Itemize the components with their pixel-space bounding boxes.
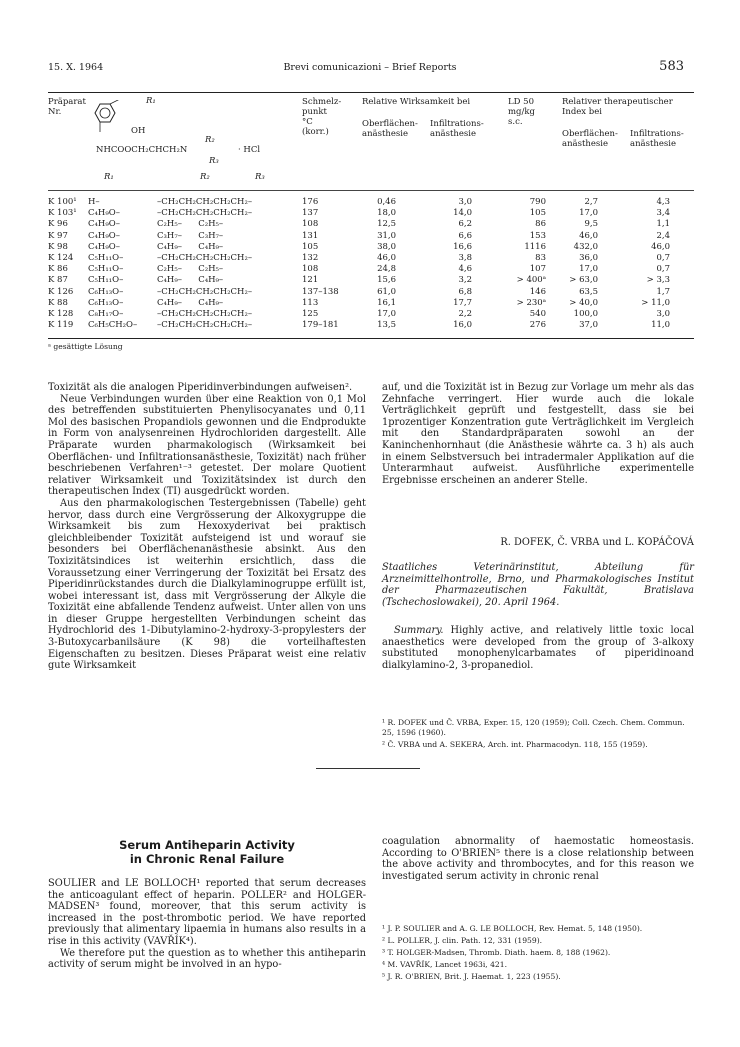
table-top-rule	[48, 92, 694, 93]
article1-authors: R. DOFEK, Č. VRBA und L. KOPÁČOVÁ	[500, 537, 694, 548]
cell-melting-point: 179–181	[302, 320, 339, 331]
reference: ¹ J. P. SOULIER and A. G. LE BOLLOCH, Rev. Hemat. 5, 148 (1950).	[382, 924, 643, 933]
article2-right-column	[382, 836, 694, 882]
table-row	[0, 208, 740, 219]
cell-praeparat: K 124	[48, 253, 74, 263]
struct-r1: R₁	[146, 96, 156, 106]
col-label-r3: R₃	[255, 172, 265, 182]
cell-surface-activity: 15,6	[377, 275, 396, 286]
cell-infiltration-activity: 6,2	[458, 219, 472, 230]
header-melting-point: Schmelz- punkt °C (korr.)	[302, 97, 342, 137]
cell-praeparat: K 119	[48, 320, 74, 331]
cell-praeparat: K 88	[48, 297, 68, 308]
cell-ti-infiltration: > 11,0	[641, 297, 670, 308]
cell-r2-r3: C₂H₅– C₂H₅–	[157, 219, 224, 230]
article1-references	[382, 718, 694, 752]
struct-r3: R₃	[209, 156, 219, 166]
cell-ti-infiltration: 3,4	[656, 208, 670, 219]
cell-r2-r3: C₄H₉– C₄H₉–	[157, 275, 224, 286]
title-line: Serum Antiheparin Activity	[119, 838, 295, 852]
cell-ti-surface: > 63,0	[569, 275, 598, 286]
cell-r1: H–	[88, 197, 100, 207]
reference: ⁴ M. VAVŘÍK, Lancet 1963i, 421.	[382, 960, 507, 969]
table-row	[0, 219, 740, 230]
reference: ² Č. VRBA und A. SEKERA, Arch. int. Pharmacodyn. 118, 155 (1959).	[382, 740, 648, 749]
cell-r1: C₆H₁₃O–	[88, 297, 124, 308]
cell-praeparat: K 86	[48, 264, 68, 275]
cell-infiltration-activity: 2,2	[458, 309, 472, 319]
cell-ti-surface: > 40,0	[569, 297, 598, 308]
table-row	[0, 264, 740, 275]
table-row	[0, 287, 740, 298]
cell-ld50: 146	[529, 286, 546, 297]
table-row	[0, 275, 740, 286]
cell-praeparat: K 96	[48, 219, 68, 230]
cell-r1: C₄H₉O–	[88, 219, 120, 230]
cell-ti-infiltration: 3,0	[656, 309, 670, 319]
cell-melting-point: 105	[302, 241, 319, 252]
header-surface-anaesthesia: Oberflächen- anästhesie	[362, 119, 418, 139]
cell-melting-point: 121	[302, 275, 319, 286]
cell-r2-r3: –CH₂CH₂CH₂CH₂CH₂–	[157, 309, 253, 319]
cell-ld50: 153	[529, 230, 546, 241]
col-label-r1: R₁	[104, 172, 114, 182]
article-separator	[316, 768, 420, 769]
cell-r2-r3: C₄H₉– C₄H₉–	[157, 297, 224, 308]
cell-surface-activity: 17,0	[377, 309, 396, 319]
paragraph: auf, und die Toxizität ist in Bezug zur Vorlage um mehr als das Zehnfache verringert. Hier wurde auch die lokale Verträglichkeit geprüft und festgestellt, dass sie bei 1prozentiger Konzentration gute Verträglichkeit im Vergleich mit den Standardpräparaten sowohl an der Kaninchenhornhaut (die Anästhesie währte ca. 3 h) als auch in einem Selbstversuch bei intradermaler Applikation auf die Unterarmhaut aufweist. Ausführliche experimentelle Ergebnisse erscheinen an anderer Stelle.	[382, 382, 694, 486]
cell-melting-point: 125	[302, 309, 319, 319]
cell-r1: C₅H₁₁O–	[88, 275, 124, 286]
article1-affiliation: Staatliches Veterinärinstitut, Abteilung für Arzneimittelhontrolle, Brno, und Pharmakologisches Institut der Pharmazeutischen Fakultät, Bratislava (Tschechoslowakei), 20. April 1964.	[382, 562, 694, 608]
cell-ti-surface: 2,7	[584, 197, 598, 207]
cell-r1: C₅H₁₁O–	[88, 253, 124, 263]
cell-melting-point: 113	[302, 297, 319, 308]
cell-ti-infiltration: > 3,3	[646, 275, 670, 286]
cell-r2-r3: C₂H₅– C₂H₅–	[157, 264, 224, 275]
cell-r2-r3: –CH₂CH₂CH₂CH₂CH₂–	[157, 286, 253, 297]
struct-hcl: · HCl	[238, 145, 261, 155]
cell-surface-activity: 0,46	[377, 197, 396, 207]
paragraph: SOULIER and LE BOLLOCH¹ reported that serum decreases the anticoagulant effect of heparin. POLLER² and HOLGER-MADSEN³ found, moreover, that this serum activity is increased in the post-thrombotic period. We have reported previously that alimentary lipaemia in humans also results in a rise in this activity (VAVŘÍK⁴).	[48, 878, 366, 947]
paragraph: Aus den pharmakologischen Testergebnissen (Tabelle) geht hervor, dass durch eine Vergrösserung der Alkoxygruppe die Wirksamkeit bis zum Hexoxyderivat bei praktisch gleichbleibender Toxizität aufsteigend ist und worauf sie besonders bei Oberflächenanästhesie absinkt. Aus den Toxizitätsindices ist weiterhin ersichtlich, dass die Voraussetzung einer Verringerung der Toxizität bei Ersatz des Piperidinrückstandes durch die Dialkylaminogruppe erfüllt ist, wobei interessant ist, dass mit Vergrösserung der Alkyle die Toxizität eine abfallende Tendenz aufweist. Unter allen von uns in dieser Gruppe hergestellten Verbindungen scheint das Hydrochlorid des 1-Dibutylamino-2-hydroxy-3-propylesters der 3-Butoxycarbanilsäure (K 98) die vorteilhaftesten Eigenschaften zu besitzen. Dieses Präparat weist eine relativ gute Wirksamkeit	[48, 497, 366, 672]
cell-surface-activity: 38,0	[377, 241, 396, 252]
cell-r1: C₅H₁₁O–	[88, 264, 124, 275]
paragraph: Neue Verbindungen wurden über eine Reaktion von 0,1 Mol des betreffenden substituierten Phenylisocyanates und 0,11 Mol des basischen Propandiols gewonnen und die Endprodukte in Form von analysenreinen Hydrochloriden dargestellt. Alle Präparate wurden pharmakologisch (Wirksamkeit bei Oberflächen- und Infiltrationsanästhesie, Toxizität) nach früher beschriebenen Verfahren¹⁻³ getestet. Der molare Quotient relativer Wirksamkeit und Toxizitätsindex ist durch den therapeutischen Index (TI) ausgedrückt worden.	[48, 393, 366, 498]
article1-left-column	[48, 382, 366, 672]
cell-r2-r3: C₄H₉– C₄H₉–	[157, 241, 224, 252]
article2-title	[48, 838, 366, 866]
cell-ld50: 540	[529, 309, 546, 319]
table-bottom-rule	[48, 338, 694, 339]
struct-r2: R₂	[205, 135, 215, 145]
paragraph: We therefore put the question as to whether this antiheparin activity of serum might be involved in an hypo-	[48, 947, 366, 971]
cell-ti-infiltration: 2,4	[656, 230, 670, 241]
cell-r1: C₆H₁₃O–	[88, 286, 124, 297]
summary-label: Summary.	[394, 625, 444, 636]
cell-surface-activity: 12,5	[377, 219, 396, 230]
cell-surface-activity: 24,8	[377, 264, 396, 275]
header-infiltration-anaesthesia: Infiltrations- anästhesie	[430, 119, 484, 139]
cell-praeparat: K 128	[48, 309, 74, 319]
cell-ld50: > 230ᵃ	[516, 297, 546, 308]
cell-ti-surface: 46,0	[579, 230, 598, 241]
table-row	[0, 242, 740, 253]
cell-infiltration-activity: 14,0	[453, 208, 472, 219]
cell-r2-r3: –CH₂CH₂CH₂CH₂CH₂–	[157, 197, 253, 207]
header-date: 15. X. 1964	[48, 62, 104, 73]
cell-praeparat: K 97	[48, 230, 68, 241]
article1-right-column	[382, 382, 694, 486]
cell-ti-infiltration: 4,3	[656, 197, 670, 207]
cell-ti-infiltration: 46,0	[651, 241, 670, 252]
cell-r2-r3: –CH₂CH₂CH₂CH₂CH₂–	[157, 253, 253, 263]
table-row	[0, 309, 740, 320]
cell-ld50: > 400ᵃ	[516, 275, 546, 286]
cell-infiltration-activity: 6,8	[458, 286, 472, 297]
paragraph: Toxizität als die analogen Piperidinverbindungen aufweisen².	[48, 382, 353, 393]
cell-ti-surface: 36,0	[579, 253, 598, 263]
cell-r2-r3: –CH₂CH₂CH₂CH₂CH₂–	[157, 208, 253, 219]
reference: ² L. POLLER, J. clin. Path. 12, 331 (1959).	[382, 936, 543, 945]
title-line: in Chronic Renal Failure	[129, 852, 285, 866]
cell-melting-point: 108	[302, 219, 319, 230]
struct-chain: NHCOOCH₂CHCH₂N	[96, 145, 188, 155]
cell-r1: C₄H₉O–	[88, 208, 120, 219]
cell-surface-activity: 13,5	[377, 320, 396, 331]
header-praeparat: Präparat	[48, 97, 86, 107]
table-row	[0, 197, 740, 208]
cell-melting-point: 137	[302, 208, 319, 219]
summary-text: Highly active, and relatively little toxic local anaesthetics were developed from the group of 3-alkoxy substituted monophenylcarbamates of piperidinoand dialkylamino-2, 3-propanediol.	[382, 625, 694, 671]
cell-praeparat: K 126	[48, 286, 74, 297]
table-footnote: ᵃ gesättigte Lösung	[48, 342, 123, 351]
cell-ld50: 276	[529, 320, 546, 331]
header-ld50: LD 50 mg/kg s.c.	[508, 97, 535, 127]
cell-ti-surface: 17,0	[579, 208, 598, 219]
cell-r1: C₄H₉O–	[88, 230, 120, 241]
article2-references	[382, 924, 694, 984]
table-header-rule	[48, 190, 694, 191]
header-therapeutic-index: Relativer therapeutischer Index bei	[562, 97, 673, 117]
reference: ³ T. HOLGER-Madsen, Thromb. Diath. haem. 8, 188 (1962).	[382, 948, 611, 957]
cell-melting-point: 108	[302, 264, 319, 275]
cell-praeparat: K 87	[48, 275, 68, 286]
cell-ti-surface: 100,0	[573, 309, 598, 319]
cell-infiltration-activity: 3,8	[458, 253, 472, 263]
cell-ti-infiltration: 1,1	[656, 219, 670, 230]
cell-surface-activity: 46,0	[377, 253, 396, 263]
cell-ld50: 83	[535, 253, 546, 263]
article1-summary	[382, 625, 694, 671]
reference: ¹ R. DOFEK und Č. VRBA, Exper. 15, 120 (1959); Coll. Czech. Chem. Commun. 25, 1596 (1960).	[382, 718, 685, 737]
cell-praeparat: K 103¹	[48, 208, 77, 219]
header-journal: Brevi comunicazioni – Brief Reports	[283, 62, 457, 73]
table-row	[0, 231, 740, 242]
cell-surface-activity: 31,0	[377, 230, 396, 241]
table-row	[0, 320, 740, 331]
table-row	[0, 298, 740, 309]
cell-surface-activity: 16,1	[377, 297, 396, 308]
cell-ld50: 107	[529, 264, 546, 275]
cell-surface-activity: 61,0	[377, 286, 396, 297]
cell-ti-surface: 37,0	[579, 320, 598, 331]
cell-ti-infiltration: 0,7	[656, 264, 670, 275]
header-ti-surface: Oberflächen- anästhesie	[562, 129, 618, 149]
cell-melting-point: 137–138	[302, 286, 339, 297]
cell-melting-point: 132	[302, 253, 319, 263]
cell-praeparat: K 100¹	[48, 197, 77, 207]
cell-infiltration-activity: 6,6	[458, 230, 472, 241]
cell-infiltration-activity: 3,0	[458, 197, 472, 207]
cell-ti-surface: 432,0	[573, 241, 598, 252]
cell-ld50: 86	[535, 219, 546, 230]
paragraph: coagulation abnormality of haemostatic homeostasis. According to O'BRIEN⁵ there is a close relationship between the above activity and thrombocytes, and for this reason we investigated serum activity in chronic renal	[382, 836, 694, 882]
cell-infiltration-activity: 4,6	[458, 264, 472, 275]
cell-r1: C₈H₁₇O–	[88, 309, 124, 319]
cell-ti-surface: 9,5	[584, 219, 598, 230]
cell-r1: C₄H₉O–	[88, 241, 120, 252]
cell-ti-infiltration: 11,0	[651, 320, 670, 331]
header-relative-activity: Relative Wirksamkeit bei	[362, 97, 471, 107]
cell-infiltration-activity: 16,0	[453, 320, 472, 331]
cell-ti-infiltration: 1,7	[656, 286, 670, 297]
reference: ⁵ J. R. O'BRIEN, Brit. J. Haemat. 1, 223 (1955).	[382, 972, 561, 981]
cell-ld50: 790	[529, 197, 546, 207]
cell-ti-surface: 17,0	[579, 264, 598, 275]
cell-r2-r3: C₃H₇– C₃H₇–	[157, 230, 224, 241]
cell-praeparat: K 98	[48, 241, 68, 252]
cell-melting-point: 131	[302, 230, 319, 241]
cell-ld50: 1116	[524, 241, 546, 252]
article2-left-column	[48, 878, 366, 971]
page-number: 583	[659, 59, 684, 74]
cell-ti-surface: 63,5	[579, 286, 598, 297]
cell-melting-point: 176	[302, 197, 319, 207]
cell-infiltration-activity: 17,7	[453, 297, 472, 308]
header-nr: Nr.	[48, 107, 62, 117]
table-row	[0, 253, 740, 264]
cell-r2-r3: –CH₂CH₂CH₂CH₂CH₂–	[157, 320, 253, 331]
cell-infiltration-activity: 3,2	[458, 275, 472, 286]
cell-infiltration-activity: 16,6	[453, 241, 472, 252]
header-ti-infiltration: Infiltrations- anästhesie	[630, 129, 684, 149]
col-label-r2: R₂	[200, 172, 210, 182]
cell-r1: C₆H₅CH₂O–	[88, 320, 138, 331]
cell-ld50: 105	[529, 208, 546, 219]
cell-surface-activity: 18,0	[377, 208, 396, 219]
struct-oh: OH	[131, 126, 146, 136]
cell-ti-infiltration: 0,7	[656, 253, 670, 263]
